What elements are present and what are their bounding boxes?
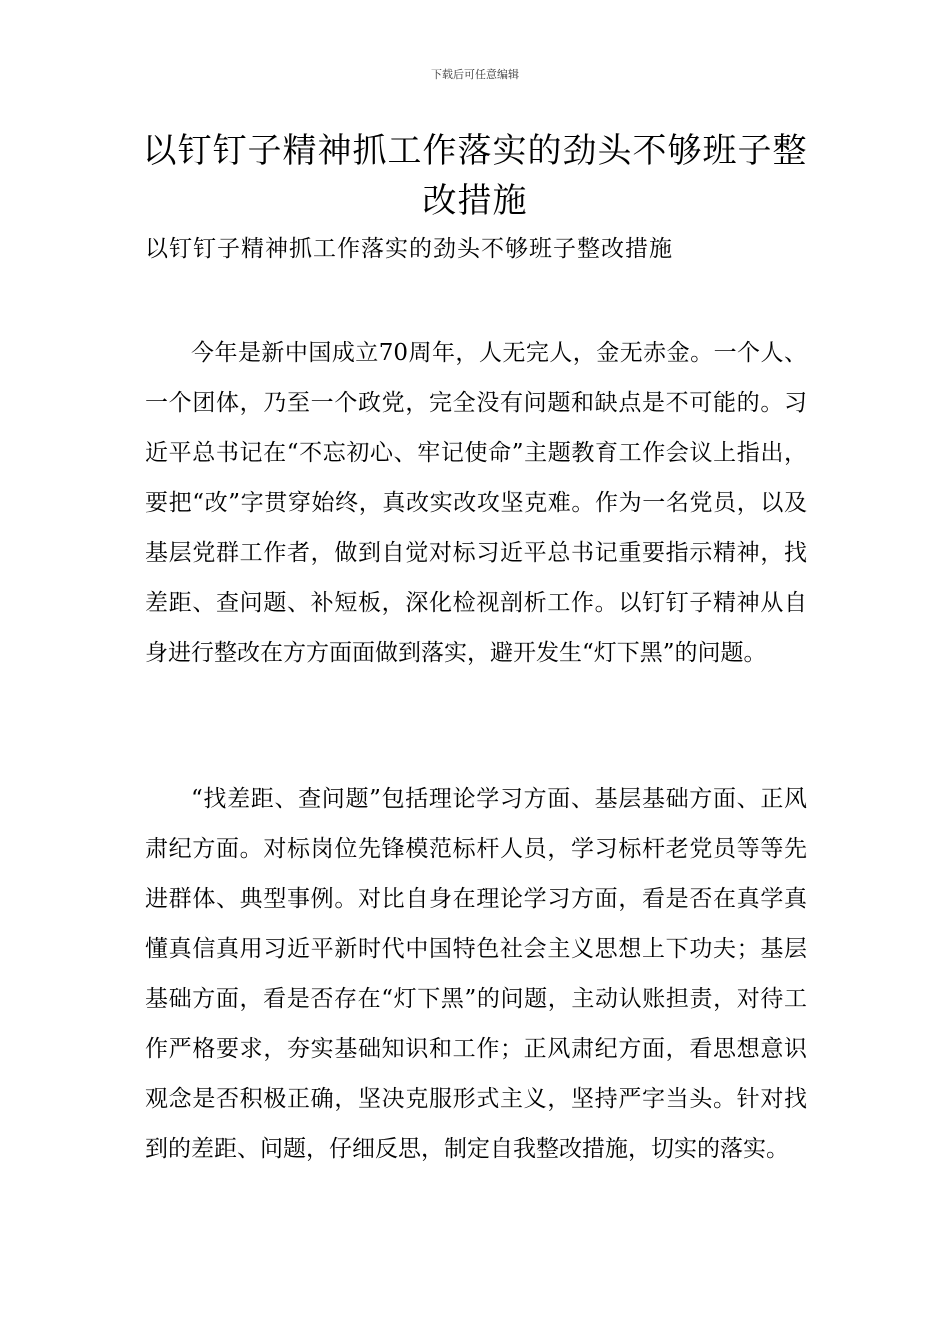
document-title: 以钉钉子精神抓工作落实的劲头不够班子整改措施 [142, 131, 808, 221]
body-paragraph-2: “找差距、查问题”包括理论学习方面、基层基础方面、正风肃纪方面。对标岗位先锋模范标杆人员，学习标杆老党员等等先进群体、典型事例。对比自身在理论学习方面，看是否在真学真懂真信真用习近平新时代中国特色社会主义思想上下功夫；基层基础方面，看是否存在“灯下黑”的问题，主动认账担责，对待工作严格要求，夯实基础知识和工作；正风肃纪方面，看思想意识观念是否积极正确，坚决克服形式主义，坚持严字当头。针对找到的差距、问题，仔细反思，制定自我整改措施，切实的落实。 [145, 786, 807, 1162]
body-paragraph-1: 今年是新中国成立70周年，人无完人，金无赤金。一个人、一个团体，乃至一个政党，完全没有问题和缺点是不可能的。习近平总书记在“不忘初心、牢记使命”主题教育工作会议上指出，要把“改”字贯穿始终，真改实改攻坚克难。作为一名党员，以及基层党群工作者，做到自觉对标习近平总书记重要指示精神，找差距、查问题、补短板，深化检视剖析工作。以钉钉子精神从自身进行整改在方方面面做到落实，避开发生“灯下黑”的问题。 [145, 340, 807, 666]
document-subtitle: 以钉钉子精神抓工作落实的劲头不够班子整改措施 [145, 236, 673, 262]
header-note: 下载后可任意编辑 [431, 68, 519, 81]
